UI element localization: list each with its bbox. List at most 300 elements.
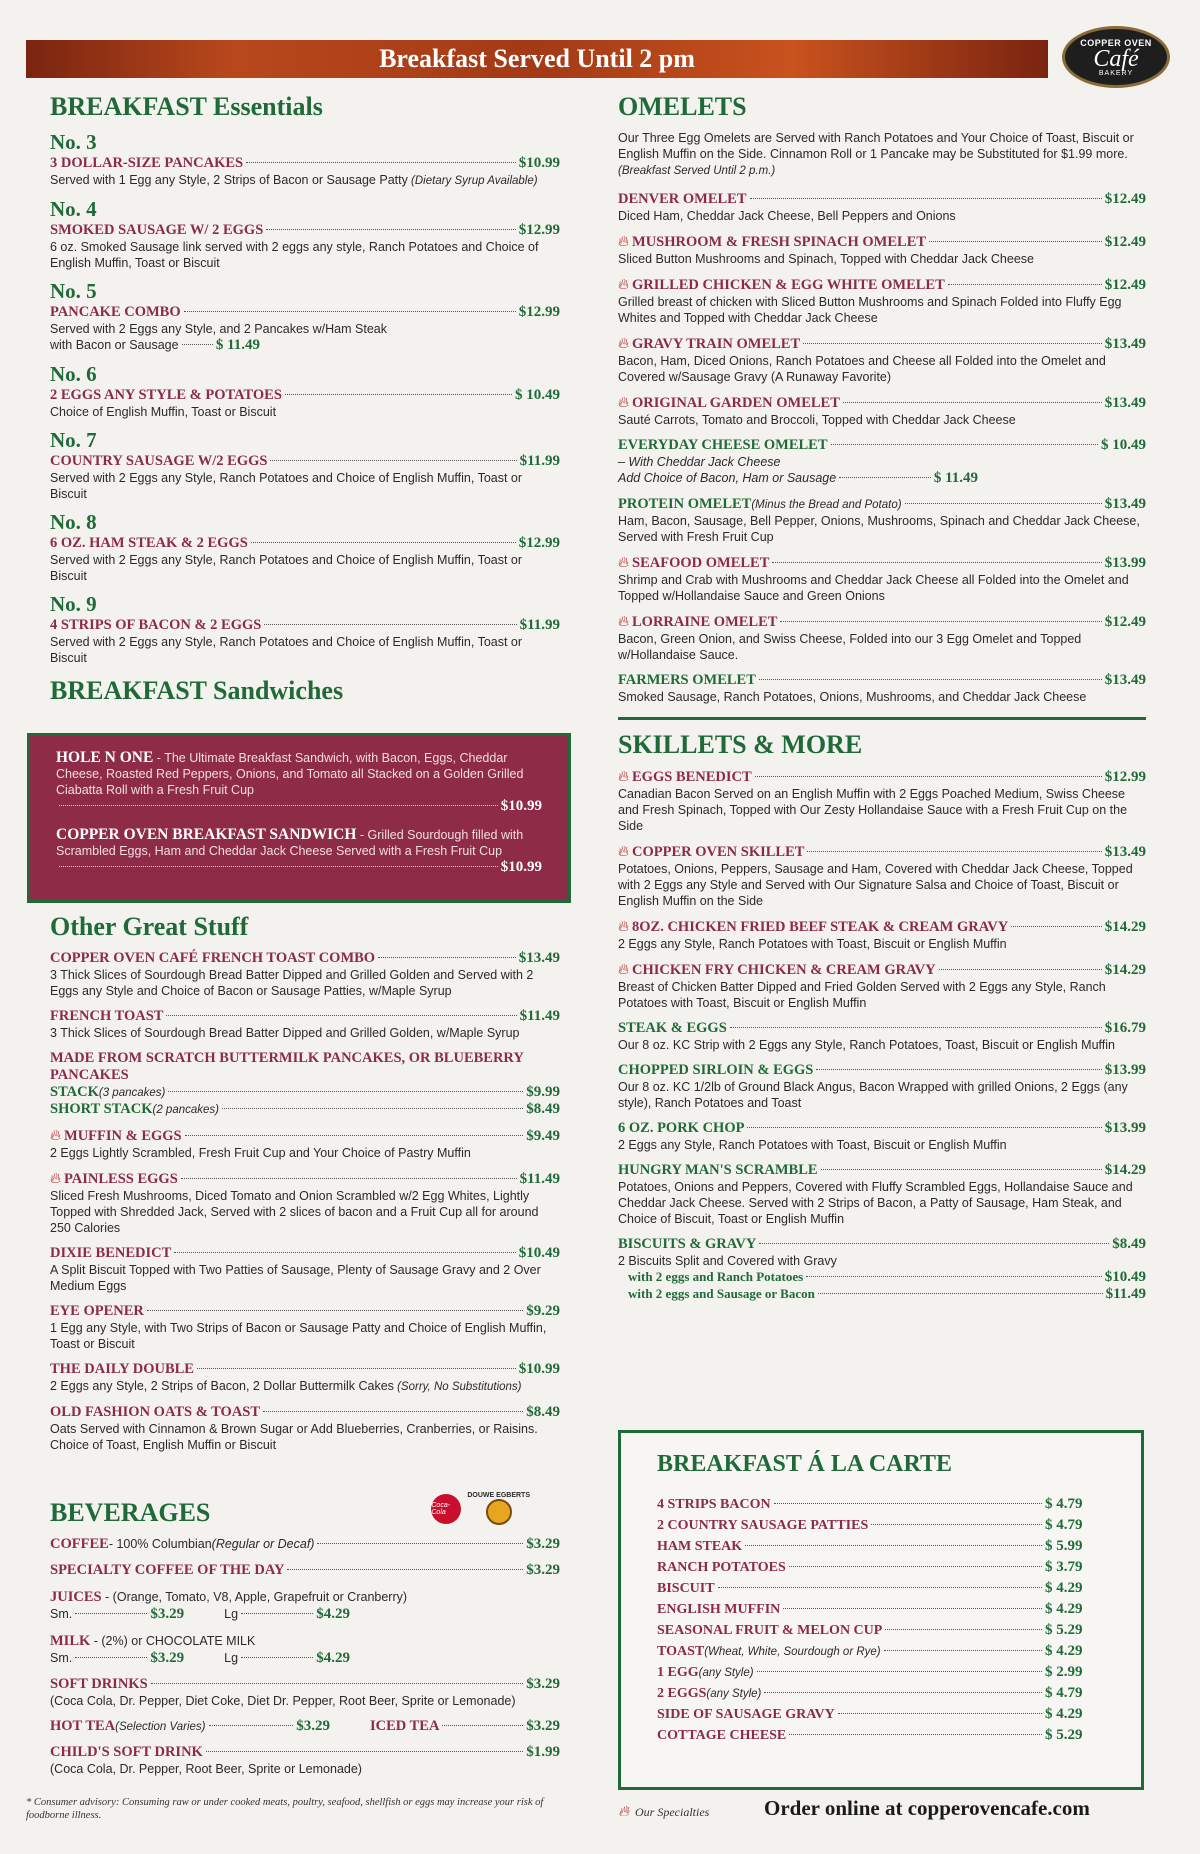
leader-dots bbox=[757, 1671, 1042, 1672]
item-name: ICED TEA bbox=[370, 1718, 440, 1734]
size-small-price: $3.29 bbox=[150, 1650, 185, 1666]
item-desc: Our 8 oz. KC Strip with 2 Eggs any Style, Ranch Potatoes, Toast, Biscuit or English Muffin bbox=[618, 1038, 1115, 1052]
beverages-section bbox=[50, 1492, 560, 1786]
leader-dots bbox=[266, 229, 515, 230]
item-price: $13.49 bbox=[1104, 672, 1146, 688]
item-number: No. 4 bbox=[50, 197, 97, 221]
omelet-item bbox=[618, 191, 1146, 224]
leader-dots bbox=[789, 1734, 1042, 1735]
flame-icon: 🔥︎ bbox=[50, 1127, 62, 1144]
item-desc-text: Served with 2 Eggs any Style, Ranch Potatoes and Choice of English Muffin, Toast or Biscuit bbox=[50, 553, 523, 583]
other-item bbox=[50, 1008, 560, 1041]
right-column bbox=[618, 92, 1146, 1312]
other-item bbox=[50, 1170, 560, 1236]
item-price: $3.29 bbox=[296, 1718, 330, 1734]
item-name: RANCH POTATOES bbox=[657, 1560, 786, 1575]
leader-dots bbox=[264, 624, 516, 625]
leader-dots bbox=[185, 1135, 524, 1136]
item-desc: Sauté Carrots, Tomato and Broccoli, Topped with Cheddar Jack Cheese bbox=[618, 413, 1016, 427]
item-price: $12.49 bbox=[1104, 234, 1146, 250]
sandwich-text bbox=[56, 827, 542, 859]
flame-icon: 🔥︎ bbox=[618, 918, 630, 935]
flame-icon: 🔥︎ bbox=[618, 843, 630, 860]
item-line bbox=[618, 961, 1146, 979]
carte-list bbox=[657, 1496, 1105, 1744]
item-name: PROTEIN OMELET bbox=[618, 496, 752, 512]
legend-label: Our Specialties bbox=[635, 1805, 710, 1819]
item-desc: Bacon, Green Onion, and Swiss Cheese, Folded into our 3 Egg Omelet and Topped w/Hollandaise Sauce. bbox=[618, 632, 1082, 662]
sandwich-item bbox=[56, 750, 542, 815]
beverages-title: BEVERAGES bbox=[50, 1498, 211, 1527]
essential-item bbox=[50, 592, 560, 666]
carte-title: BREAKFAST Á LA CARTE bbox=[657, 1451, 952, 1477]
leader-dots bbox=[263, 1411, 523, 1412]
leader-dots bbox=[774, 1503, 1042, 1504]
item-line bbox=[618, 276, 1146, 294]
leader-dots bbox=[206, 1751, 523, 1752]
item-sub-price: $ 11.49 bbox=[933, 470, 978, 486]
item-name: COTTAGE CHEESE bbox=[657, 1728, 787, 1743]
leader-dots bbox=[59, 866, 498, 867]
skillet-item bbox=[618, 1020, 1146, 1053]
other-item bbox=[50, 1303, 560, 1352]
leader-dots bbox=[184, 311, 516, 312]
beverage-logos bbox=[431, 1492, 530, 1525]
item-price: $ 4.79 bbox=[1045, 1496, 1083, 1512]
leader-dots bbox=[772, 562, 1101, 563]
essentials-title: BREAKFAST Essentials bbox=[50, 92, 323, 121]
beverage-head bbox=[50, 1632, 560, 1650]
leader-dots bbox=[780, 621, 1101, 622]
skillet-item bbox=[618, 918, 1146, 952]
item-desc bbox=[50, 1421, 560, 1453]
omelets-intro-note: (Breakfast Served Until 2 p.m.) bbox=[618, 165, 776, 177]
item-desc: – With Cheddar Jack Cheese bbox=[618, 455, 781, 469]
item-desc: Bacon, Ham, Diced Onions, Ranch Potatoes and Cheese all Folded into the Omelet and Covered w/Sausage Gravy (A Runaway Favorite) bbox=[618, 354, 1106, 384]
item-line bbox=[618, 918, 1146, 936]
item-name: 2 EGGS bbox=[657, 1686, 707, 1701]
item-name: PANCAKE COMBO bbox=[50, 304, 181, 320]
item-line bbox=[618, 1236, 1146, 1253]
item-desc bbox=[50, 239, 560, 271]
item-name: ENGLISH MUFFIN bbox=[657, 1602, 781, 1617]
leader-dots bbox=[241, 1613, 313, 1614]
size-large-price: $4.29 bbox=[316, 1606, 351, 1622]
other-column bbox=[50, 912, 560, 1462]
item-price: $ 4.29 bbox=[1045, 1601, 1083, 1617]
item-desc bbox=[50, 321, 560, 337]
leader-dots bbox=[816, 1069, 1101, 1070]
item-price: $8.49 bbox=[1112, 1236, 1146, 1252]
item-price: $9.49 bbox=[526, 1128, 560, 1144]
carte-item bbox=[657, 1538, 1105, 1555]
item-note: (Selection Varies) bbox=[115, 1721, 206, 1733]
item-price: $ 5.29 bbox=[1045, 1622, 1083, 1638]
item-name: SMOKED SAUSAGE W/ 2 EGGS bbox=[50, 222, 264, 238]
item-price: $11.99 bbox=[519, 617, 560, 633]
other-item bbox=[50, 1361, 560, 1395]
item-price: $13.99 bbox=[1104, 1120, 1146, 1136]
item-line bbox=[618, 437, 1146, 454]
leader-dots bbox=[730, 1027, 1102, 1028]
item-name: SEASONAL FRUIT & MELON CUP bbox=[657, 1623, 883, 1638]
leader-dots bbox=[839, 477, 931, 478]
item-name: COPPER OVEN SKILLET bbox=[632, 844, 805, 860]
carte-item bbox=[657, 1517, 1105, 1534]
omelet-item bbox=[618, 613, 1146, 663]
other-item bbox=[50, 1127, 560, 1161]
item-name: THE DAILY DOUBLE bbox=[50, 1361, 194, 1377]
leader-dots bbox=[287, 1569, 523, 1570]
item-line bbox=[618, 1062, 1146, 1079]
item-desc: 2 Eggs any Style, Ranch Potatoes with Toast, Biscuit or English Muffin bbox=[618, 937, 1007, 951]
item-price: $8.49 bbox=[526, 1101, 560, 1117]
cafe-logo bbox=[1062, 26, 1170, 88]
item-number: No. 8 bbox=[50, 510, 97, 534]
item-desc: (Coca Cola, Dr. Pepper, Diet Coke, Diet Dr. Pepper, Root Beer, Sprite or Lemonade) bbox=[50, 1694, 516, 1708]
beverages-list bbox=[50, 1536, 560, 1777]
essential-item bbox=[50, 197, 560, 271]
beverage-item bbox=[50, 1676, 560, 1709]
item-desc-text: 1 Egg any Style, with Two Strips of Bacon or Sausage Patty and Choice of English Muffin, Toast or Biscuit bbox=[50, 1321, 547, 1351]
leader-dots bbox=[948, 284, 1102, 285]
sandwich-text bbox=[56, 750, 542, 798]
logo-line1: COPPER OVEN bbox=[1080, 37, 1152, 48]
banner-title: Breakfast Served Until 2 pm bbox=[379, 44, 695, 73]
item-number: No. 7 bbox=[50, 428, 97, 452]
item-line bbox=[50, 950, 560, 967]
item-price: $ 5.99 bbox=[1045, 1538, 1083, 1554]
flame-icon: 🔥︎ bbox=[618, 233, 630, 250]
leader-dots bbox=[871, 1524, 1042, 1525]
item-sub-price: $10.49 bbox=[1104, 1269, 1146, 1285]
item-name: SHORT STACK bbox=[50, 1101, 153, 1117]
beverage-head bbox=[50, 1588, 560, 1606]
item-note: (3 pancakes) bbox=[98, 1087, 166, 1099]
leader-dots bbox=[929, 241, 1102, 242]
size-large: Lg bbox=[224, 1651, 239, 1665]
item-name: 2 EGGS ANY STYLE & POTATOES bbox=[50, 387, 282, 403]
leader-dots bbox=[181, 1178, 517, 1179]
item-line bbox=[50, 1084, 560, 1101]
item-line bbox=[618, 496, 1146, 513]
item-desc-text: 3 Thick Slices of Sourdough Bread Batter Dipped and Grilled Golden and Served with 2 Eggs any Style and Choice of Bacon or Sausage Patties, w/Maple Syrup bbox=[50, 968, 534, 998]
essentials-list bbox=[50, 130, 560, 666]
item-name: BISCUIT bbox=[657, 1581, 715, 1596]
item-desc bbox=[50, 404, 560, 420]
item-line bbox=[618, 1120, 1146, 1137]
item-price: $10.99 bbox=[518, 1361, 560, 1377]
sandwich-price: $10.99 bbox=[500, 859, 542, 875]
item-price: $ 4.29 bbox=[1045, 1643, 1083, 1659]
carte-item bbox=[657, 1727, 1105, 1744]
omelets-intro bbox=[618, 130, 1146, 179]
item-price: $10.49 bbox=[518, 1245, 560, 1261]
other-title: Other Great Stuff bbox=[50, 912, 249, 941]
item-line bbox=[618, 768, 1146, 786]
item-name: SOFT DRINKS bbox=[50, 1676, 148, 1692]
item-name: STACK bbox=[50, 1084, 99, 1100]
item-desc bbox=[50, 552, 560, 584]
leader-dots bbox=[241, 1657, 313, 1658]
header-banner bbox=[26, 40, 1048, 78]
item-price: $9.99 bbox=[526, 1084, 560, 1100]
item-line bbox=[618, 191, 1146, 208]
item-line bbox=[618, 1162, 1146, 1179]
item-name: CHILD'S SOFT DRINK bbox=[50, 1744, 203, 1760]
essential-item bbox=[50, 428, 560, 502]
essential-item bbox=[50, 130, 560, 189]
item-name: MUFFIN & EGGS bbox=[64, 1128, 182, 1144]
item-line bbox=[618, 394, 1146, 412]
item-sub: with 2 eggs and Ranch Potatoes bbox=[628, 1269, 804, 1284]
item-name: 3 DOLLAR-SIZE PANCAKES bbox=[50, 155, 244, 171]
item-desc: 2 Eggs any Style, Ranch Potatoes with Toast, Biscuit or English Muffin bbox=[618, 1138, 1007, 1152]
item-price: $12.99 bbox=[518, 535, 560, 551]
item-desc bbox=[50, 1262, 560, 1294]
item-line bbox=[618, 335, 1146, 353]
item-desc: Diced Ham, Cheddar Jack Cheese, Bell Peppers and Onions bbox=[618, 209, 956, 223]
essential-item bbox=[50, 279, 560, 354]
item-desc bbox=[50, 172, 560, 189]
item-desc-text: Served with 2 Eggs any Style, and 2 Pancakes w/Ham Steak bbox=[50, 322, 387, 336]
section-divider bbox=[618, 717, 1146, 720]
item-line bbox=[618, 1020, 1146, 1037]
item-desc: Breast of Chicken Batter Dipped and Fried Golden Served with 2 Eggs any Style, Ranch Potatoes with Toast, Biscuit or English Muffin bbox=[618, 980, 1106, 1010]
item-name: FARMERS OMELET bbox=[618, 672, 756, 688]
item-line bbox=[618, 672, 1146, 689]
sandwiches-title: BREAKFAST Sandwiches bbox=[50, 676, 344, 705]
item-price: $12.99 bbox=[518, 304, 560, 320]
leader-dots bbox=[806, 1276, 1102, 1277]
item-price: $13.49 bbox=[1104, 336, 1146, 352]
item-price: $11.49 bbox=[519, 1171, 560, 1187]
omelet-item bbox=[618, 233, 1146, 267]
leader-dots bbox=[745, 1545, 1042, 1546]
leader-dots bbox=[442, 1725, 523, 1726]
item-name: CHICKEN FRY CHICKEN & CREAM GRAVY bbox=[632, 962, 936, 978]
item-desc bbox=[50, 967, 560, 999]
item-name: SIDE OF SAUSAGE GRAVY bbox=[657, 1707, 835, 1722]
leader-dots bbox=[174, 1252, 515, 1253]
sandwich-price-line bbox=[56, 798, 542, 815]
sandwich-price: $10.99 bbox=[500, 798, 542, 814]
item-price: $ 4.29 bbox=[1045, 1580, 1083, 1596]
skillet-item bbox=[618, 1162, 1146, 1227]
carte-item bbox=[657, 1706, 1105, 1723]
item-price: $ 3.79 bbox=[1045, 1559, 1083, 1575]
item-price: $13.49 bbox=[1104, 844, 1146, 860]
item-line bbox=[618, 233, 1146, 251]
leader-dots bbox=[59, 805, 498, 806]
item-desc: Potatoes, Onions, Peppers, Sausage and Ham, Covered with Cheddar Jack Cheese, Topped with 2 Eggs any Style and Served with Our Signature Salsa and Choice of Toast, Biscuit or English Muffin on the Side bbox=[618, 862, 1133, 908]
item-price: $14.29 bbox=[1104, 962, 1146, 978]
item-name: MILK bbox=[50, 1633, 91, 1649]
other-item bbox=[50, 1050, 560, 1118]
item-price: $12.99 bbox=[1104, 769, 1146, 785]
carte-item bbox=[657, 1580, 1105, 1597]
tea-line bbox=[50, 1718, 560, 1735]
item-price: $11.49 bbox=[519, 1008, 560, 1024]
item-desc: - (Orange, Tomato, V8, Apple, Grapefruit or Cranberry) bbox=[101, 1590, 408, 1604]
beverage-item bbox=[50, 1744, 560, 1777]
item-name: JUICES bbox=[50, 1589, 102, 1605]
leader-dots bbox=[718, 1587, 1042, 1588]
item-name: SPECIALTY COFFEE OF THE DAY bbox=[50, 1562, 285, 1578]
douwe-egberts-text: DOUWE EGBERTS bbox=[467, 1492, 530, 1499]
item-line bbox=[50, 1361, 560, 1378]
item-sub-line bbox=[50, 337, 260, 354]
omelet-item bbox=[618, 554, 1146, 604]
item-desc bbox=[50, 1145, 560, 1161]
item-name: MUSHROOM & FRESH SPINACH OMELET bbox=[632, 234, 927, 250]
size-small: Sm. bbox=[50, 1607, 73, 1621]
leader-dots bbox=[905, 503, 1102, 504]
item-desc: Shrimp and Crab with Mushrooms and Cheddar Jack Cheese all Folded into the Omelet and Topped w/Hollandaise Sauce and Green Onions bbox=[618, 573, 1129, 603]
item-line bbox=[618, 613, 1146, 631]
leader-dots bbox=[75, 1613, 147, 1614]
skillet-item bbox=[618, 1236, 1146, 1303]
item-price: $14.29 bbox=[1104, 919, 1146, 935]
item-price: $ 10.49 bbox=[515, 387, 560, 403]
flame-icon: 🔥︎ bbox=[618, 961, 630, 978]
order-online-link[interactable]: Order online at copperovencafe.com bbox=[764, 1796, 1090, 1820]
item-line bbox=[50, 1744, 560, 1761]
logo-line3: BAKERY bbox=[1098, 69, 1134, 77]
item-name: LORRAINE OMELET bbox=[632, 614, 778, 630]
item-desc: 2 Biscuits Split and Covered with Gravy bbox=[618, 1254, 837, 1268]
skillet-item bbox=[618, 961, 1146, 1011]
item-line bbox=[50, 1676, 560, 1693]
item-line bbox=[50, 1718, 330, 1735]
item-price: $10.99 bbox=[518, 155, 560, 171]
leader-dots bbox=[783, 1608, 1042, 1609]
item-name: GRILLED CHICKEN & EGG WHITE OMELET bbox=[632, 277, 945, 293]
leader-dots bbox=[246, 162, 516, 163]
other-item bbox=[50, 950, 560, 999]
item-line bbox=[50, 1101, 560, 1118]
item-price: $1.99 bbox=[526, 1744, 560, 1760]
item-number: No. 6 bbox=[50, 362, 97, 386]
item-line bbox=[50, 1562, 560, 1579]
leader-dots bbox=[807, 851, 1101, 852]
item-name: CHOPPED SIRLOIN & EGGS bbox=[618, 1062, 814, 1078]
leader-dots bbox=[838, 1713, 1042, 1714]
item-line bbox=[50, 535, 560, 552]
skillet-item bbox=[618, 1120, 1146, 1153]
item-desc: Our 8 oz. KC 1/2lb of Ground Black Angus, Bacon Wrapped with grilled Onions, 2 Eggs (any style), Ranch Potatoes and Toast bbox=[618, 1080, 1128, 1110]
leader-dots bbox=[168, 1091, 523, 1092]
item-desc-note: (Regular or Decaf) bbox=[211, 1537, 315, 1551]
item-name: PAINLESS EGGS bbox=[64, 1171, 178, 1187]
skillet-list bbox=[618, 768, 1146, 1303]
flame-icon: 🔥︎ bbox=[618, 1804, 630, 1820]
item-price: $3.29 bbox=[526, 1562, 560, 1578]
carte-item bbox=[657, 1685, 1105, 1702]
item-line bbox=[50, 1245, 560, 1262]
item-desc bbox=[50, 1320, 560, 1352]
sandwich-desc: - Grilled Sourdough filled with Scrambled Eggs, Ham and Cheddar Jack Cheese Served with a Fresh Fruit Cup bbox=[56, 828, 524, 858]
item-desc bbox=[50, 470, 560, 502]
leader-dots bbox=[317, 1543, 523, 1544]
item-price: $13.49 bbox=[1104, 496, 1146, 512]
item-number: No. 3 bbox=[50, 130, 97, 154]
leader-dots bbox=[209, 1725, 294, 1726]
flame-icon: 🔥︎ bbox=[618, 394, 630, 411]
skillet-item bbox=[618, 768, 1146, 834]
carte-item bbox=[657, 1643, 1105, 1660]
leader-dots bbox=[197, 1368, 516, 1369]
item-name: EYE OPENER bbox=[50, 1303, 144, 1319]
item-price: $11.99 bbox=[519, 453, 560, 469]
item-price: $ 4.79 bbox=[1045, 1685, 1083, 1701]
item-desc-text: 6 oz. Smoked Sausage link served with 2 eggs any style, Ranch Potatoes and Choice of English Muffin, Toast or Biscuit bbox=[50, 240, 539, 270]
item-price: $13.99 bbox=[1104, 1062, 1146, 1078]
leader-dots bbox=[789, 1566, 1042, 1567]
carte-item bbox=[657, 1559, 1105, 1576]
item-name: COFFEE bbox=[50, 1536, 109, 1552]
leader-dots bbox=[166, 1015, 516, 1016]
item-name: MADE FROM SCRATCH BUTTERMILK PANCAKES, OR BLUEBERRY PANCAKES bbox=[50, 1050, 524, 1083]
skillets-title: SKILLETS & MORE bbox=[618, 730, 863, 759]
leader-dots bbox=[222, 1108, 523, 1109]
other-item bbox=[50, 1404, 560, 1453]
item-price: $ 4.79 bbox=[1045, 1517, 1083, 1533]
item-desc: Canadian Bacon Served on an English Muffin with 2 Eggs Poached Medium, Swiss Cheese and Fresh Spinach, Topped with Our Zesty Hollandaise Sauce with a Fresh Fruit Cup on the Side bbox=[618, 787, 1128, 833]
leader-dots bbox=[759, 1243, 1109, 1244]
size-small-price: $3.29 bbox=[150, 1606, 185, 1622]
item-desc-text: Sliced Fresh Mushrooms, Diced Tomato and Onion Scrambled w/2 Egg Whites, Lightly Topped with Shredded Jack, Served with 2 slices of bacon and a Fruit Cup all for around 250 Calories bbox=[50, 1189, 539, 1235]
consumer-advisory: * Consumer advisory: Consuming raw or under cooked meats, poultry, seafood, shellfish or eggs may increase your risk of foodborne illness. bbox=[26, 1797, 544, 1821]
item-line bbox=[50, 387, 560, 404]
carte-item bbox=[657, 1664, 1105, 1681]
item-name: COUNTRY SAUSAGE W/2 EGGS bbox=[50, 453, 268, 469]
leader-dots bbox=[764, 1692, 1042, 1693]
specialties-legend bbox=[618, 1803, 709, 1821]
other-item bbox=[50, 1245, 560, 1294]
item-line bbox=[50, 453, 560, 470]
item-desc: (Coca Cola, Dr. Pepper, Root Beer, Sprite or Lemonade) bbox=[50, 1762, 362, 1776]
item-price: $16.79 bbox=[1104, 1020, 1146, 1036]
omelet-item bbox=[618, 672, 1146, 705]
leader-dots bbox=[1011, 926, 1101, 927]
item-name: DENVER OMELET bbox=[618, 191, 747, 207]
item-desc-text: 3 Thick Slices of Sourdough Bread Batter Dipped and Grilled Golden, w/Maple Syrup bbox=[50, 1026, 520, 1040]
leader-dots bbox=[251, 542, 516, 543]
item-price: $13.49 bbox=[1104, 395, 1146, 411]
item-name: BISCUITS & GRAVY bbox=[618, 1236, 757, 1252]
item-line bbox=[50, 1303, 560, 1320]
omelet-list bbox=[618, 191, 1146, 705]
leader-dots bbox=[843, 402, 1102, 403]
leader-dots bbox=[378, 957, 516, 958]
item-price: $3.29 bbox=[526, 1536, 560, 1552]
item-line bbox=[50, 1404, 560, 1421]
douwe-egberts-icon bbox=[486, 1499, 512, 1525]
beverage-item bbox=[50, 1562, 560, 1579]
sandwich-box bbox=[27, 733, 571, 903]
omelets-title: OMELETS bbox=[618, 92, 747, 121]
flame-icon: 🔥︎ bbox=[50, 1170, 62, 1187]
item-price: $3.29 bbox=[526, 1676, 560, 1692]
sandwich-name: COPPER OVEN BREAKFAST SANDWICH bbox=[56, 826, 357, 843]
item-desc-text: A Split Biscuit Topped with Two Patties of Sausage, Plenty of Sausage Gravy and 2 Over Medium Eggs bbox=[50, 1263, 541, 1293]
item-desc: Grilled breast of chicken with Sliced Button Mushrooms and Spinach Folded into Fluffy Egg Whites and Topped with Cheddar Jack Cheese bbox=[618, 295, 1122, 325]
sandwich-price-line bbox=[56, 859, 542, 876]
item-name: 4 STRIPS OF BACON & 2 EGGS bbox=[50, 617, 262, 633]
leader-dots bbox=[821, 1169, 1102, 1170]
item-name: 4 STRIPS BACON bbox=[657, 1497, 771, 1512]
